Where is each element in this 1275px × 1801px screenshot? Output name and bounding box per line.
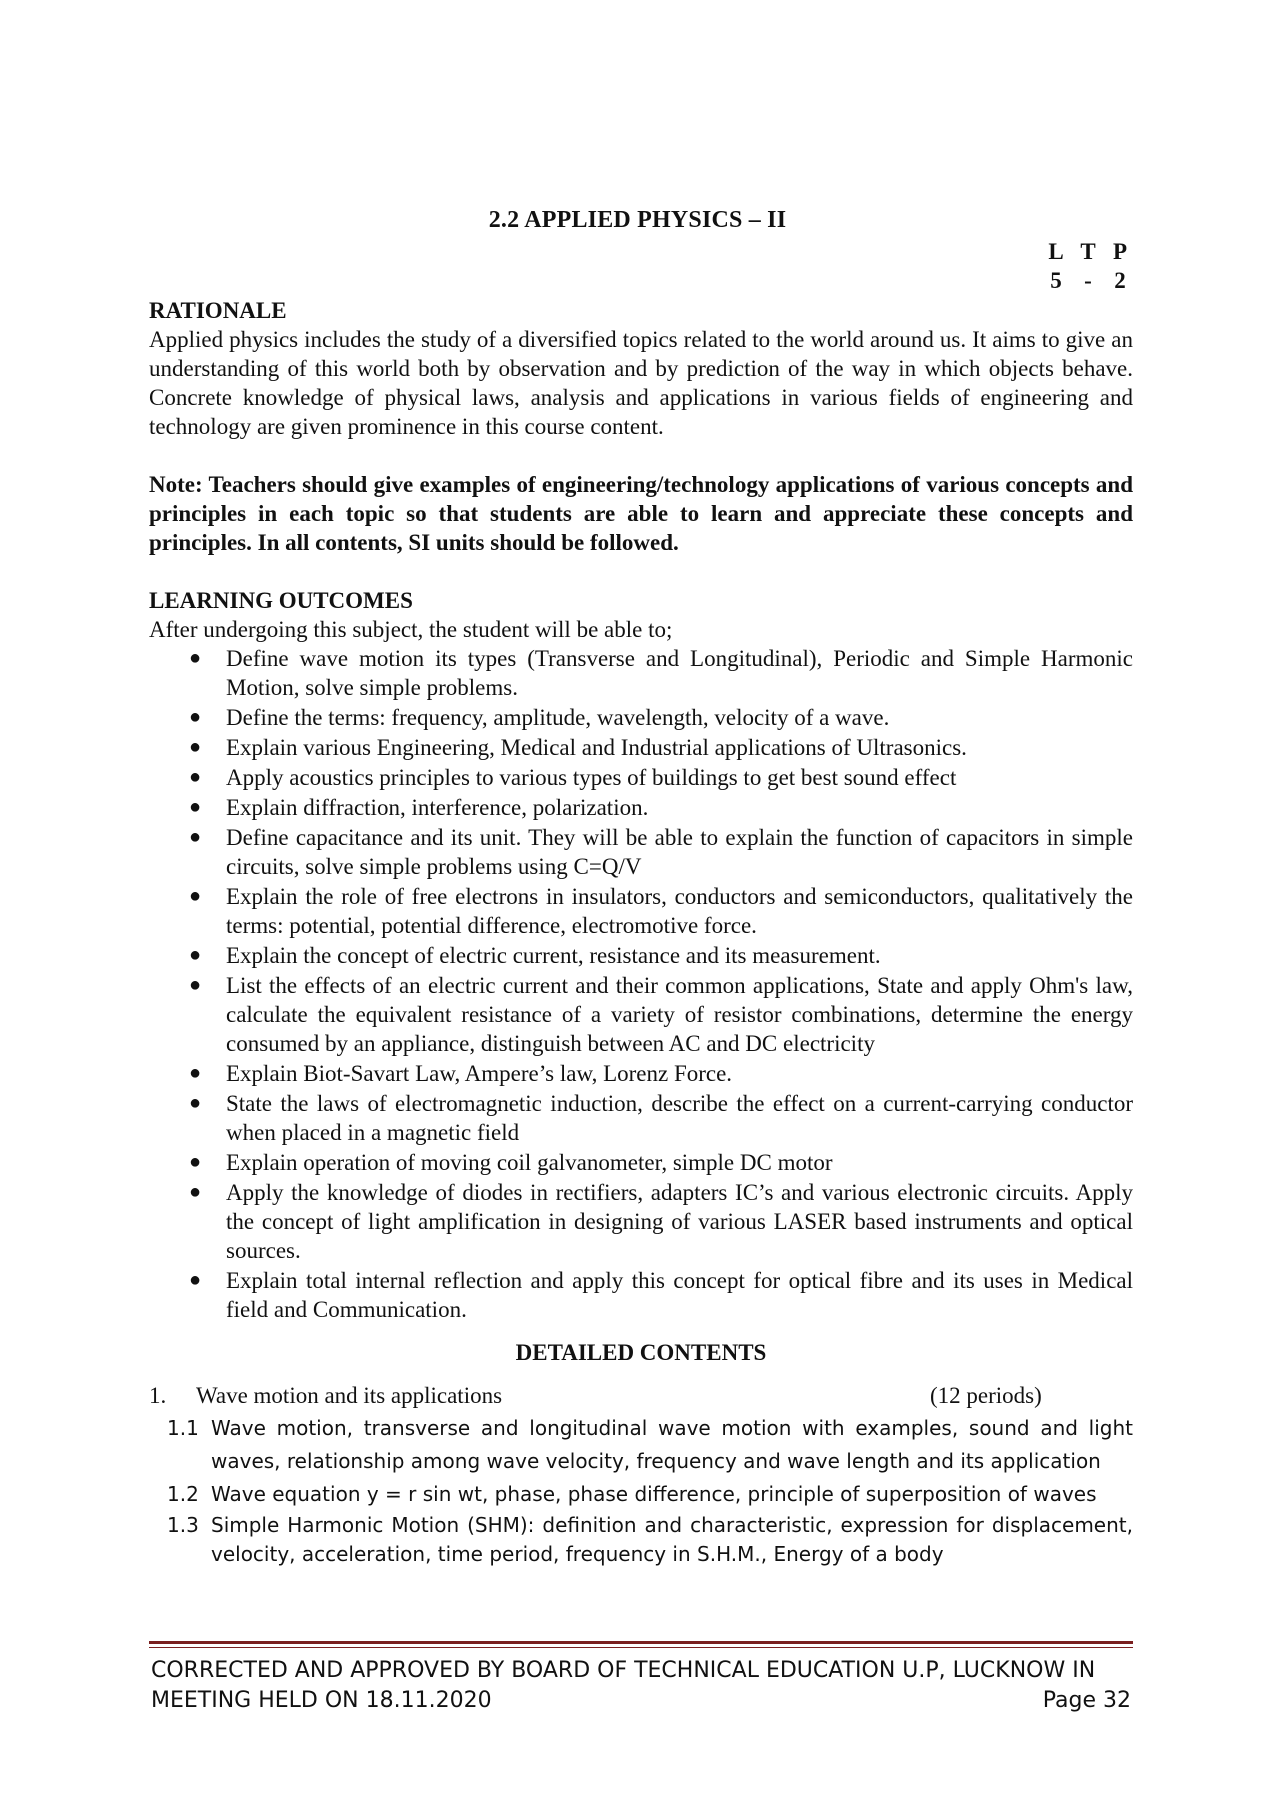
subsection-number: 1.3 [167,1513,199,1537]
bullet-icon: ● [189,796,202,818]
ltp-value-t: - [1084,268,1092,293]
ltp-value-p: 2 [1114,268,1126,293]
bullet-icon: ● [189,1151,202,1173]
bullet-icon: ● [189,647,202,669]
bullet-icon: ● [189,974,202,996]
list-item: ● Explain operation of moving coil galvanometer, simple DC motor [189,1150,833,1175]
ltp-label-p: P [1112,239,1128,264]
section-heading [149,1381,1133,1410]
ltp-value-l: 5 [1050,268,1062,293]
list-item: ● List the effects of an electric current and their common applications, State and apply Ohm's law, calculate the equivalent resistance of a variety of resistor combinations, determine the energy consumed by an appliance, distinguish between AC and DC electricity [189,973,1133,1056]
subsection-number: 1.2 [167,1482,199,1506]
subsection-text: Wave motion, transverse and longitudinal wave motion with examples, sound and light waves, relationship among wave velocity, frequency and wave length and its application [211,1416,1133,1473]
footer-line-2: MEETING HELD ON 18.11.2020 [151,1688,492,1713]
main-content [149,296,1133,1569]
bullet-icon: ● [189,826,202,848]
footer-divider-thick [149,1641,1133,1644]
learning-outcomes-heading: LEARNING OUTCOMES [149,588,413,613]
subsection-item [149,1511,1133,1569]
subsection-item [149,1412,1133,1478]
page-title: 2.2 APPLIED PHYSICS – II [488,207,787,233]
list-item: ● State the laws of electromagnetic induction, describe the effect on a current-carrying conductor when placed in a magnetic field [189,1091,1133,1145]
footer-divider-thin [149,1647,1133,1648]
bullet-icon: ● [189,706,202,728]
subsection-text: Simple Harmonic Motion (SHM): definition and characteristic, expression for displacement, velocity, acceleration, time period, frequency in S.H.M., Energy of a body [211,1513,1133,1566]
list-item: ● Define capacitance and its unit. They will be able to explain the function of capacitors in simple circuits, solve simple problems using C=Q/V [189,825,1133,879]
subsection-text: Wave equation y = r sin wt, phase, phase difference, principle of superposition of waves [211,1482,1097,1506]
teacher-note: Note: Teachers should give examples of engineering/technology applications of various concepts and principles in each topic so that students are able to learn and appreciate these concepts and principles. In all contents, SI units should be followed. [149,472,1133,555]
bullet-icon: ● [189,1269,202,1291]
list-item: ● Explain total internal reflection and apply this concept for optical fibre and its uses in Medical field and Communication. [189,1268,1133,1322]
bullet-icon: ● [189,1092,202,1114]
bullet-icon: ● [189,766,202,788]
subsection-list [149,1412,1133,1569]
list-item: ● Explain the role of free electrons in insulators, conductors and semiconductors, qualitatively the terms: potential, potential difference, electromotive force. [189,884,1133,938]
bullet-icon: ● [189,1181,202,1203]
ltp-labels [1040,239,1140,265]
list-item: ● Apply the knowledge of diodes in rectifiers, adapters IC’s and various electronic circuits. Apply the concept of light amplification in designing of various LASER based instruments and optical sources. [189,1180,1133,1263]
learning-outcomes-list [149,644,1133,1324]
ltp-label-l: L [1048,239,1064,264]
bullet-icon: ● [189,1062,202,1084]
page-footer [151,1656,1131,1716]
rationale-text: Applied physics includes the study of a diversified topics related to the world around us. It aims to give an understanding of this world both by observation and by prediction of the way in which objects behave. Concrete knowledge of physical laws, analysis and applications in various fields of engineering and technology are given prominence in this course content. [149,327,1133,439]
footer-line-1: CORRECTED AND APPROVED BY BOARD OF TECHNICAL EDUCATION U.P, LUCKNOW IN [151,1658,1096,1683]
list-item: ● Define the terms: frequency, amplitude, wavelength, velocity of a wave. [189,705,890,730]
subsection-item [149,1478,1133,1511]
list-item: ● Explain diffraction, interference, polarization. [189,795,649,820]
section-title: Wave motion and its applications [196,1383,503,1408]
page-number: Page 32 [1042,1688,1131,1713]
list-item: ● Explain Biot-Savart Law, Ampere’s law, Lorenz Force. [189,1061,733,1086]
ltp-label-t: T [1080,239,1096,264]
bullet-icon: ● [189,885,202,907]
detailed-contents-heading: DETAILED CONTENTS [515,1340,767,1365]
ltp-values [1040,268,1140,294]
subsection-number: 1.1 [167,1416,199,1440]
section-periods: (12 periods) [930,1383,1042,1408]
section-number: 1. [149,1383,167,1408]
list-item: ● Explain various Engineering, Medical and Industrial applications of Ultrasonics. [189,735,967,760]
bullet-icon: ● [189,736,202,758]
list-item: ● Explain the concept of electric current, resistance and its measurement. [189,943,881,968]
bullet-icon: ● [189,944,202,966]
list-item: ● Apply acoustics principles to various types of buildings to get best sound effect [189,765,957,790]
list-item: ● Define wave motion its types (Transverse and Longitudinal), Periodic and Simple Harmonic Motion, solve simple problems. [189,646,1133,700]
rationale-heading: RATIONALE [149,298,287,323]
learning-outcomes-intro: After undergoing this subject, the student will be able to; [149,617,673,642]
